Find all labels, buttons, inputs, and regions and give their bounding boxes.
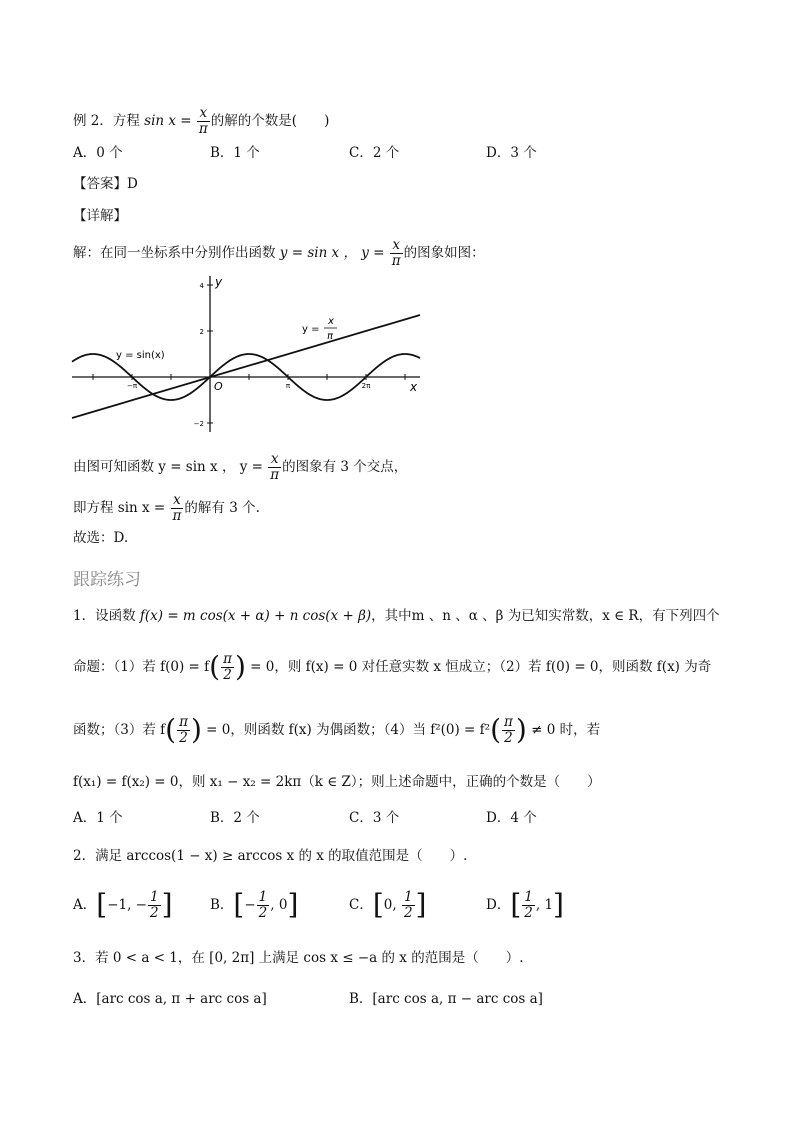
example-fraction: [197, 106, 210, 137]
q3-stem: 3．若 0 < a < 1，在 [0, 2π] 上满足 cos x ≤ −a 的 x 的范围是（ ）.: [73, 950, 524, 966]
q1-line1-c: ，其中m 、n 、α 、β 为已知实常数，x ∈ R，有下列四个: [371, 608, 720, 624]
q1-option-d[interactable]: D．4 个: [486, 810, 537, 826]
conclusion-1: [73, 452, 407, 483]
y-tick-label: 4: [199, 282, 204, 290]
frac-den: 2: [524, 904, 533, 921]
example-option-d[interactable]: D．3 个: [486, 145, 537, 161]
bracket-right: ]: [553, 888, 564, 922]
y-tick-label: −2: [193, 420, 204, 428]
paren-left: (: [490, 713, 502, 747]
solution-intro-b: y = sin x ， y =: [279, 244, 389, 261]
conclusion2-b: 的解有 3 个.: [184, 499, 260, 516]
conclusion1-b: 的图象有 3 个交点，: [282, 458, 408, 475]
frac-den: 2: [149, 904, 159, 921]
frac-num: 1: [403, 889, 413, 905]
choose-line: 故选：D.: [73, 530, 129, 546]
q1-line2: [73, 652, 711, 683]
bracket-left: [: [233, 888, 245, 922]
frac-den: π: [391, 252, 401, 269]
example-option-a[interactable]: A．0 个: [73, 145, 123, 161]
option-prefix: D．: [486, 896, 511, 913]
frac-num: 1: [258, 889, 268, 905]
option-a-first: −1, −: [107, 896, 147, 913]
option-prefix: C．: [349, 896, 373, 913]
detail-label: 【详解】: [73, 208, 127, 224]
line-label-num: x: [328, 316, 334, 327]
x-tick-label: π: [285, 382, 291, 390]
example-question: [73, 106, 329, 137]
pi-half-fraction: [221, 652, 234, 683]
solution-intro-c: 的图象如图：: [403, 244, 485, 261]
half-fraction: [148, 890, 161, 921]
bracket-left: [: [510, 888, 522, 922]
frac-den: 2: [502, 730, 515, 746]
q2-option-b[interactable]: [210, 890, 298, 921]
q2-option-a[interactable]: [73, 890, 173, 921]
conclusion2-fraction: [171, 493, 184, 524]
example-option-b[interactable]: B．1 个: [210, 145, 260, 161]
q2-option-c[interactable]: [349, 890, 426, 921]
frac-num: x: [270, 451, 279, 467]
pi-half-fraction: [177, 715, 190, 746]
q3-option-b[interactable]: B．[arc cos a, π − arc cos a]: [349, 991, 543, 1007]
frac-den: π: [198, 120, 208, 137]
sine-label: y = sin(x): [116, 350, 165, 361]
paren-left: (: [165, 713, 177, 747]
line-curve: [72, 315, 420, 418]
function-graph: [68, 272, 428, 437]
q1-line1-b: f(x) = m cos(x + α) + n cos(x + β): [139, 608, 372, 624]
paren-right: ): [190, 713, 202, 747]
q1-option-a[interactable]: A．1 个: [73, 810, 123, 826]
q1-option-c[interactable]: C．3 个: [349, 810, 400, 826]
bracket-right: ]: [161, 888, 173, 922]
solution-fraction: [390, 238, 403, 269]
paren-right: ): [515, 713, 527, 747]
bracket-left: [: [96, 888, 108, 922]
half-fraction: [257, 890, 270, 921]
conclusion2-a: 即方程 sin x =: [73, 499, 170, 516]
q1-line3-a: 函数；（3）若 f: [73, 721, 166, 738]
axis-x-label: x: [410, 380, 418, 394]
frac-den: 2: [177, 730, 190, 746]
conclusion1-fraction: [268, 452, 281, 483]
q1-line3-c: ≠ 0 时，若: [526, 721, 601, 738]
line-label-prefix: y =: [302, 324, 320, 335]
frac-num: x: [392, 237, 401, 253]
origin-label: O: [214, 380, 223, 393]
line-label-den: π: [327, 331, 334, 342]
frac-num: π: [223, 651, 232, 667]
q1-line3: [73, 715, 600, 746]
frac-num: 1: [149, 889, 159, 905]
option-b-tail: , 0: [270, 896, 288, 913]
x-tick-label: −π: [126, 382, 138, 390]
example-label: 例 2．方程: [73, 112, 145, 129]
frac-den: 2: [221, 667, 234, 683]
answer-label: 【答案】D: [73, 176, 138, 192]
q1-line1-a: 1．设函数: [73, 608, 140, 624]
conclusion-2: [73, 493, 260, 524]
frac-num: π: [179, 714, 188, 730]
section-title: 跟踪练习: [73, 570, 141, 590]
q1-line2-b: = 0，则 f(x) = 0 对任意实数 x 恒成立；（2）若 f(0) = 0，则函数 f(x) 为奇: [245, 658, 712, 675]
example-option-c[interactable]: C．2 个: [349, 145, 400, 161]
option-prefix: B．: [210, 896, 234, 913]
example-tail: 的解的个数是( ): [210, 112, 330, 129]
option-c-first: 0,: [383, 896, 401, 913]
bracket-right: ]: [415, 888, 427, 922]
paren-right: ): [234, 650, 246, 684]
half-fraction: [522, 890, 535, 921]
q1-line4: f(x₁) = f(x₂) = 0，则 x₁ − x₂ = 2kπ（k ∈ Z）；则上述命题中，正确的个数是（ ）: [73, 774, 601, 790]
pi-half-fraction: [502, 715, 515, 746]
option-b-first: −: [244, 896, 256, 913]
frac-den: 2: [403, 904, 413, 921]
q1-line1: [73, 610, 720, 624]
bracket-left: [: [372, 888, 384, 922]
q1-line3-b: = 0，则函数 f(x) 为偶函数；（4）当 f²(0) = f²: [201, 721, 491, 738]
frac-den: π: [270, 466, 280, 483]
frac-num: π: [504, 714, 513, 730]
q2-option-d[interactable]: [486, 890, 564, 921]
option-prefix: A．: [73, 896, 97, 913]
frac-num: 1: [524, 889, 533, 905]
frac-num: x: [173, 492, 181, 508]
frac-den: 2: [258, 904, 268, 921]
option-d-tail: , 1: [535, 896, 554, 913]
q1-option-b[interactable]: B．2 个: [210, 810, 260, 826]
example-eq-left: sin x =: [144, 112, 196, 129]
q3-option-a[interactable]: A．[arc cos a, π + arc cos a]: [73, 991, 267, 1007]
q1-line2-a: 命题：（1）若 f(0) = f: [73, 658, 210, 675]
bracket-right: ]: [287, 888, 299, 922]
frac-den: π: [172, 507, 182, 524]
x-tick-label: 2π: [361, 382, 371, 390]
conclusion1-a: 由图可知函数 y = sin x ， y =: [73, 458, 268, 475]
paren-left: (: [209, 650, 221, 684]
q2-stem: 2．满足 arccos(1 − x) ≥ arccos x 的 x 的取值范围是（ ）.: [73, 848, 468, 864]
y-tick-label: 2: [199, 328, 204, 336]
solution-intro-a: 解：在同一坐标系中分别作出函数: [73, 244, 280, 261]
frac-num: x: [199, 105, 208, 121]
axis-y-label: y: [215, 275, 223, 289]
solution-intro: [73, 238, 485, 269]
half-fraction: [402, 890, 415, 921]
